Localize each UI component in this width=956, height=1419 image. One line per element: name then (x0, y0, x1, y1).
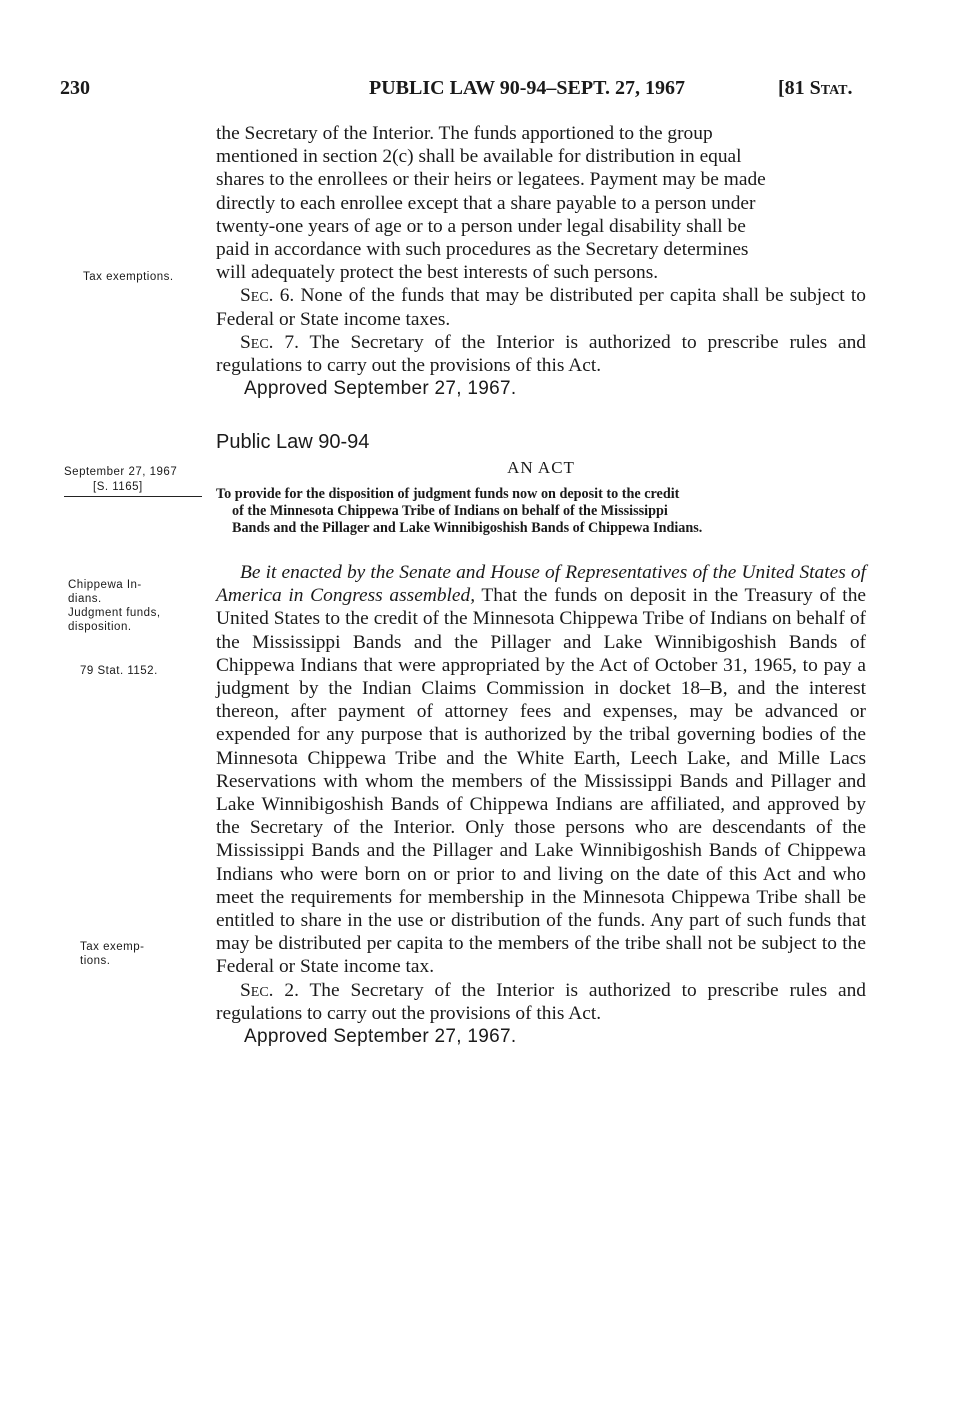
section-6-text: None of the funds that may be distributed per capita shall be subject to Federal or State income taxes. (216, 285, 866, 330)
page-number: 230 (60, 77, 90, 99)
margin-divider (64, 496, 202, 497)
running-title: PUBLIC LAW 90-94–SEPT. 27, 1967 (369, 77, 685, 99)
margin-note-tax-exemptions: Tax exemptions. (83, 271, 174, 283)
public-law-body (216, 561, 866, 1048)
section-1-text: That the funds on deposit in the Treasury of the United States to the credit of the Minnesota Chippewa Tribe of Indians on behalf of the Mississippi Bands and the Pillager and Lake Winnibigoshish Bands of Chippewa Indians that were appropriated by the Act of October 31, 1965, to pay a judgment by the Indian Claims Commission in docket 18–B, and the interest thereon, after payment of attorney fees and expenses, may be advanced or expended for any purpose that is authorized by the tribal governing bodies of the Minnesota Chippewa Tribe and the White Earth, Leech Lake, and Mille Lacs Reservations with whom the members of the Mississippi Bands and Pillager and Lake Winnibigoshish Bands of Chippewa Indians are affiliated, and approved by the Secretary of the Interior. Only those persons who are descendants of the Mississippi Bands and the Pillager and Lake Winnibigoshish Bands of Chippewa Indians who were born on or prior to and living on the date of this Act and who meet the requirements for membership in the Minnesota Chippewa Tribe shall be entitled to share in the use or distribution of the funds. Any part of such funds that may be distributed per capita to the members of the tribe shall not be subject to the Federal or State income tax. (216, 585, 866, 978)
purpose-line: To provide for the disposition of judgment funds now on deposit to the credit (216, 486, 680, 502)
prior-act-line: shares to the enrollees or their heirs or legatees. Payment may be made (216, 169, 766, 191)
section-6-label: Sec. 6. (240, 285, 295, 307)
margin-note-bill: [S. 1165] (93, 481, 143, 493)
prior-act-line: the Secretary of the Interior. The funds apportioned to the group (216, 123, 713, 144)
approval-line: Approved September 27, 1967. (244, 1026, 517, 1048)
statute-word: Stat. (809, 77, 853, 99)
section-7 (216, 331, 866, 377)
prior-act-line: mentioned in section 2(c) shall be available for distribution in equal (216, 146, 742, 168)
prior-act-line: twenty-one years of age or to a person under legal disability shall be (216, 215, 746, 237)
prior-act-line: will adequately protect the best interests of such persons. (216, 262, 659, 284)
margin-note-date: September 27, 1967 (64, 466, 178, 478)
section-7-text: The Secretary of the Interior is authorized to prescribe rules and regulations to carry out the provisions of this Act. (216, 331, 866, 377)
act-purpose (216, 486, 866, 537)
section-2-label: Sec. 2. (240, 979, 299, 1001)
section-6 (216, 284, 866, 330)
margin-note-tax-exemptions-2: Tax exemp- tions. (80, 941, 145, 967)
statute-prefix: [81 (778, 77, 810, 99)
margin-note-chippewa: Chippewa In- dians. (68, 579, 142, 605)
act-heading: AN ACT (507, 458, 575, 477)
purpose-line: Bands and the Pillager and Lake Winnibigoshish Bands of Chippewa Indians. (232, 520, 703, 536)
prior-act-line: directly to each enrollee except that a share payable to a person under (216, 192, 756, 214)
statute-reference (778, 77, 853, 100)
public-law-title: Public Law 90-94 (216, 431, 370, 453)
margin-note-judgment: Judgment funds, disposition. (68, 607, 161, 633)
margin-note-stat-ref: 79 Stat. 1152. (80, 665, 158, 677)
enacting-clause: Be it enacted by the Senate and House of Representatives of the United States of America in Congress assembled, (216, 562, 866, 607)
section-7-label: Sec. 7. (240, 331, 299, 353)
section-2 (216, 979, 866, 1025)
prior-act-text (216, 122, 866, 400)
purpose-line: of the Minnesota Chippewa Tribe of Indians on behalf of the Mississippi (232, 503, 668, 519)
section-2-text: The Secretary of the Interior is authorized to prescribe rules and regulations to carry out the provisions of this Act. (216, 979, 866, 1024)
section-1 (216, 561, 866, 979)
prior-act-line: paid in accordance with such procedures as the Secretary determines (216, 239, 749, 261)
prior-approval-line: Approved September 27, 1967. (244, 378, 517, 400)
